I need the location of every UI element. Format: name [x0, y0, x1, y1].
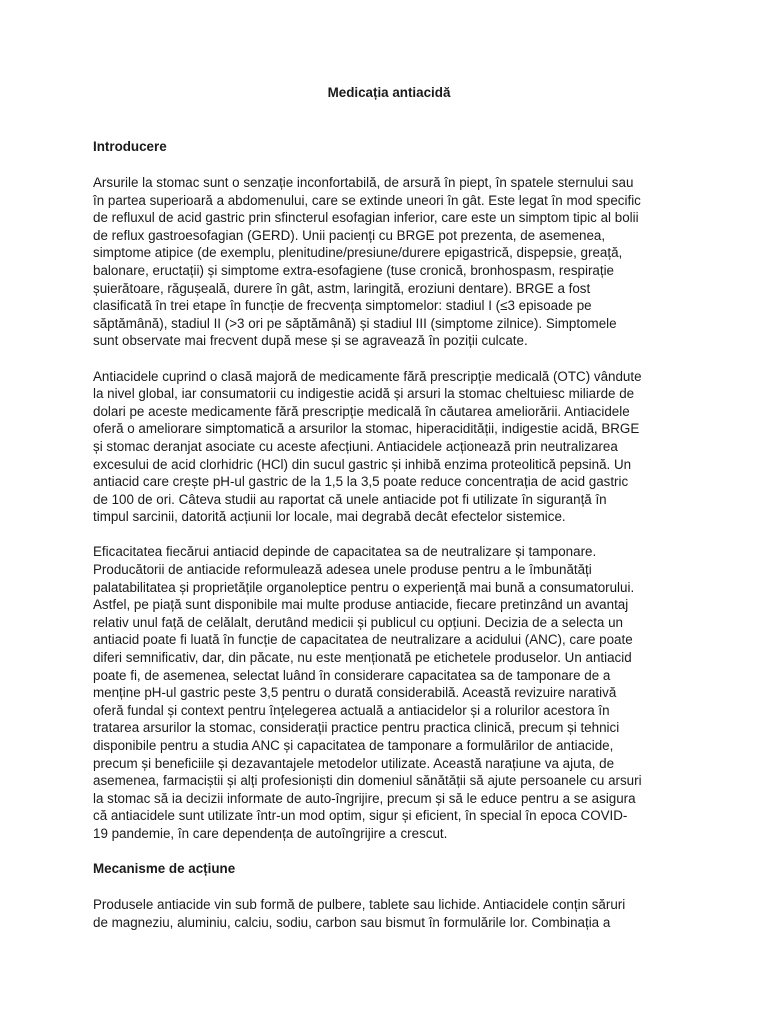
text-line: oferă o ameliorare simptomatică a arsurilor la stomac, hiperacidității, indigestie acidă, BRGE	[93, 421, 640, 437]
text-line: de refluxul de acid gastric prin sfincterul esofagian inferior, care este un simptom tipic al bolii	[93, 210, 639, 226]
document-body	[93, 138, 685, 931]
text-line: sunt observate mai frecvent după mese și se agravează în poziții culcate.	[93, 333, 528, 349]
text-line: antiacid poate fi luată în funcție de capacitatea de neutralizare a acidului (ANC), care poate	[93, 632, 633, 648]
text-line: diferi semnificativ, dar, din păcate, nu este menționată pe etichetele produselor. Un antiacid	[93, 650, 632, 666]
text-line: săptămână), stadiul II (>3 ori pe săptămână) și stadiul III (simptome zilnice). Simptomele	[93, 315, 617, 331]
text-line: la nivel global, iar consumatorii cu indigestie acidă și arsuri la stomac cheltuiesc miliarde de	[93, 386, 635, 402]
text-line: antiacid care crește pH-ul gastric de la 1,5 la 3,5 poate reduce concentrația de acid gastric	[93, 474, 629, 490]
text-line: simptome atipice (de exemplu, plenitudine/presiune/durere epigastrică, dispepsie, greață,	[93, 245, 623, 261]
document-page	[93, 84, 685, 949]
text-line: relativ unul față de celălalt, derutând medicii și publicul cu opțiuni. Decizia de a selecta un	[93, 614, 623, 630]
text-line: dolari pe aceste medicamente fără prescripție medicală în căutarea ameliorării. Antiacidele	[93, 403, 630, 419]
section-heading: Introducere	[93, 139, 167, 154]
paragraph	[93, 174, 685, 350]
text-line: precum și beneficiile și dezavantajele metodelor utilizate. Această narațiune va ajuta, de	[93, 755, 615, 771]
text-line: de reflux gastroesofagian (GERD). Unii pacienți cu BRGE pot prezenta, de asemenea,	[93, 227, 606, 243]
text-line: oferă fundal și context pentru înțelegerea actuală a antiacidelor și a rolurilor acestora în	[93, 702, 610, 718]
text-line: șuierătoare, răgușeală, durere în gât, astm, laringită, eroziuni dentare). BRGE a fost	[93, 280, 591, 296]
text-line: excesului de acid clorhidric (HCl) din sucul gastric și inhibă enzima proteolitică pepsină. Un	[93, 456, 632, 472]
text-line: Eficacitatea fiecărui antiacid depinde de capacitatea sa de neutralizare și tamponare.	[93, 544, 597, 560]
text-line: Producătorii de antiacide reformulează adesea unele produse pentru a le îmbunătăți	[93, 562, 592, 578]
text-line: timpul sarcinii, datorită acțiunii lor locale, mai degrabă decât efectelor sistemice.	[93, 509, 566, 525]
paragraph	[93, 543, 685, 842]
text-line: balonare, eructații) și simptome extra-esofagiene (tuse cronică, bronhospasm, respirație	[93, 262, 614, 278]
text-line: palatabilitatea și proprietățile organoleptice pentru o experiență mai bună a consumatorului.	[93, 579, 635, 595]
text-line: Antiacidele cuprind o clasă majoră de medicamente fără prescripție medicală (OTC) vândute	[93, 368, 642, 384]
text-line: tratarea arsurilor la stomac, considerații practice pentru practica clinică, precum și tehnici	[93, 720, 620, 736]
text-line: Arsurile la stomac sunt o senzație inconfortabilă, de arsură în piept, în spatele sternului sau	[93, 175, 634, 190]
text-line: poate fi, de asemenea, selectat luând în considerare capacitatea sa de tamponare de a	[93, 667, 611, 683]
text-line: 19 pandemie, în care dependența de autoîngrijire a crescut.	[93, 825, 448, 841]
text-line: că antiacidele sunt utilizate într-un mod optim, sigur și eficient, în special în epoca COVID-	[93, 808, 628, 824]
text-line: asemenea, farmaciștii și alți profesioniști din domeniul sănătății să ajute persoanele cu arsuri	[93, 773, 642, 789]
text-line: și stomac deranjat asociate cu aceste afecțiuni. Antiacidele acționează prin neutralizarea	[93, 438, 618, 454]
text-line: menține pH-ul gastric peste 3,5 pentru o durată considerabilă. Această revizuire narativă	[93, 685, 617, 701]
document-title: Medicația antiacidă	[327, 85, 451, 100]
text-line: de magneziu, aluminiu, calciu, sodiu, carbon sau bismut în formulările lor. Combinația a	[93, 914, 611, 930]
text-line: în partea superioară a abdomenului, care se extinde uneori în gât. Este legat în mod specific	[93, 192, 641, 208]
section-heading: Mecanisme de acțiune	[93, 861, 236, 877]
text-line: de 100 de ori. Câteva studii au raportat că unele antiacide pot fi utilizate în siguranță în	[93, 491, 607, 507]
text-line: la stomac să ia decizii informate de auto-îngrijire, precum și să le educe pentru a se asigura	[93, 790, 636, 806]
text-line: clasificată în trei etape în funcție de frecvența simptomelor: stadiul I (≤3 episoade pe	[93, 298, 592, 314]
text-line: disponibile pentru a studia ANC și capacitatea de tamponare a formulărilor de antiacide,	[93, 738, 614, 753]
text-line: Astfel, pe piață sunt disponibile mai multe produse antiacide, fiecare pretinzând un avantaj	[93, 597, 629, 613]
text-line: Produsele antiacide vin sub formă de pulbere, tablete sau lichide. Antiacidele conțin săruri	[93, 897, 626, 913]
paragraph	[93, 896, 685, 931]
paragraph	[93, 368, 685, 526]
